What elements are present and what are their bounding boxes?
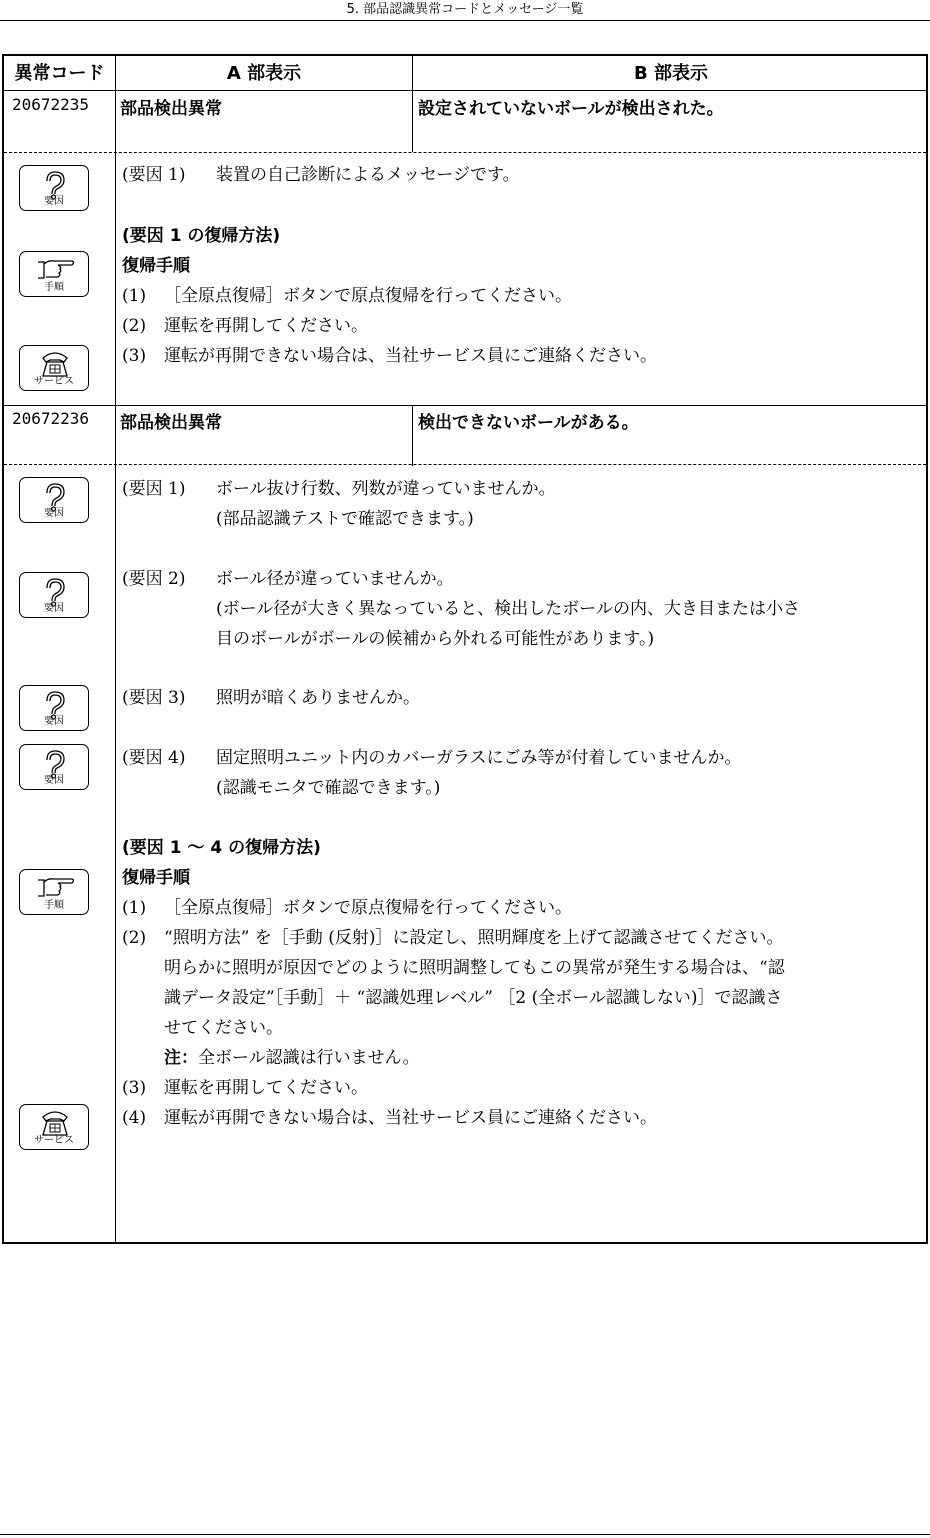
service-icon	[19, 345, 89, 391]
procedure-icon	[19, 869, 89, 915]
icon-label: サービス	[34, 1135, 74, 1146]
cause-icon	[19, 685, 89, 731]
block-divider	[4, 405, 926, 406]
step-text: せてください。	[164, 1018, 283, 1038]
procedure-title: 復帰手順	[122, 868, 190, 888]
icon-label: 手順	[44, 900, 64, 911]
procedure-icon	[19, 251, 89, 297]
col-header-b: B 部表示	[634, 63, 708, 84]
step-text: ［全原点復帰］ボタンで原点復帰を行ってください。	[164, 286, 572, 306]
step-number: (3)	[122, 346, 147, 366]
cause-text: 固定照明ユニット内のカバーガラスにごみ等が付着していませんか。	[216, 748, 742, 768]
row-divider-dashed	[4, 152, 926, 153]
col-header-a: A 部表示	[226, 63, 302, 84]
step-number: (3)	[122, 1078, 147, 1098]
step-text: 運転を再開してください。	[164, 316, 368, 336]
cause-label: (要因 1)	[122, 479, 186, 499]
note-label: 注：	[164, 1048, 198, 1068]
procedure-title: 復帰手順	[122, 256, 190, 276]
col-divider-2-row2	[412, 406, 413, 466]
icon-label: 要因	[44, 716, 64, 727]
row-divider-dashed	[4, 464, 926, 465]
b-display-text: 設定されていないボールが検出された。	[418, 99, 724, 119]
cause-text: (部品認識テストで確認できます。)	[216, 509, 474, 529]
service-icon	[19, 1104, 89, 1150]
cause-icon	[19, 477, 89, 523]
icon-label: 要因	[44, 508, 64, 519]
a-display-text: 部品検出異常	[120, 413, 222, 433]
col-divider-1	[115, 56, 116, 1242]
cause-text: (認識モニタで確認できます。)	[216, 778, 441, 798]
cause-label: (要因 2)	[122, 569, 186, 589]
cause-icon	[19, 744, 89, 790]
step-text: 運転を再開してください。	[164, 1078, 368, 1098]
header-rule	[4, 90, 926, 91]
error-code: 20672236	[12, 409, 90, 428]
b-display-text: 検出できないボールがある。	[418, 413, 639, 433]
error-code-table	[2, 54, 928, 1244]
icon-label: 要因	[44, 603, 64, 614]
cause-label: (要因 1)	[122, 165, 186, 185]
step-number: (1)	[122, 286, 147, 306]
col-divider-2-row1	[412, 92, 413, 152]
footer-rule	[0, 1534, 930, 1535]
note-text: 全ボール認識は行いません。	[198, 1048, 420, 1068]
icon-label: 手順	[44, 282, 64, 293]
icon-label: サービス	[34, 376, 74, 387]
step-text: “照明方法” を［手動 (反射)］に設定し、照明輝度を上げて認識させてください。	[164, 928, 784, 948]
cause-text: ボール抜け行数、列数が違っていませんか。	[216, 479, 556, 499]
col-header-code: 異常コード	[14, 63, 105, 84]
col-divider-2	[412, 56, 413, 92]
cause-icon	[19, 165, 89, 211]
step-number: (2)	[122, 928, 147, 948]
icon-label: 要因	[44, 775, 64, 786]
cause-text: 照明が暗くありませんか。	[216, 688, 420, 708]
cause-text: 目のボールがボールの候補から外れる可能性があります。)	[216, 629, 655, 649]
a-display-text: 部品検出異常	[120, 99, 222, 119]
step-number: (4)	[122, 1108, 147, 1128]
step-text: ［全原点復帰］ボタンで原点復帰を行ってください。	[164, 898, 572, 918]
step-text: 識データ設定”［手動］＋ “認識処理レベル” ［2 (全ボール認識しない)］で認識さ	[164, 988, 783, 1008]
recovery-title: (要因 1 の復帰方法)	[122, 226, 281, 246]
cause-label: (要因 4)	[122, 748, 186, 768]
cause-icon	[19, 572, 89, 618]
icon-label: 要因	[44, 196, 64, 207]
step-text: 明らかに照明が原因でどのように照明調整してもこの異常が発生する場合は、“認	[164, 958, 785, 978]
step-text: 運転が再開できない場合は、当社サービス員にご連絡ください。	[164, 1108, 657, 1128]
cause-text: (ボール径が大きく異なっていると、検出したボールの内、大き目または小さ	[216, 599, 800, 619]
step-number: (2)	[122, 316, 147, 336]
cause-text: ボール径が違っていませんか。	[216, 569, 454, 589]
note	[164, 1043, 420, 1073]
page-header	[0, 0, 930, 21]
recovery-title: (要因 1 〜 4 の復帰方法)	[122, 838, 321, 858]
error-code: 20672235	[12, 95, 90, 114]
cause-text: 装置の自己診断によるメッセージです。	[216, 165, 520, 185]
step-text: 運転が再開できない場合は、当社サービス員にご連絡ください。	[164, 346, 657, 366]
cause-label: (要因 3)	[122, 688, 186, 708]
page-header-title: 5. 部品認識異常コードとメッセージ一覧	[346, 2, 584, 17]
step-number: (1)	[122, 898, 147, 918]
